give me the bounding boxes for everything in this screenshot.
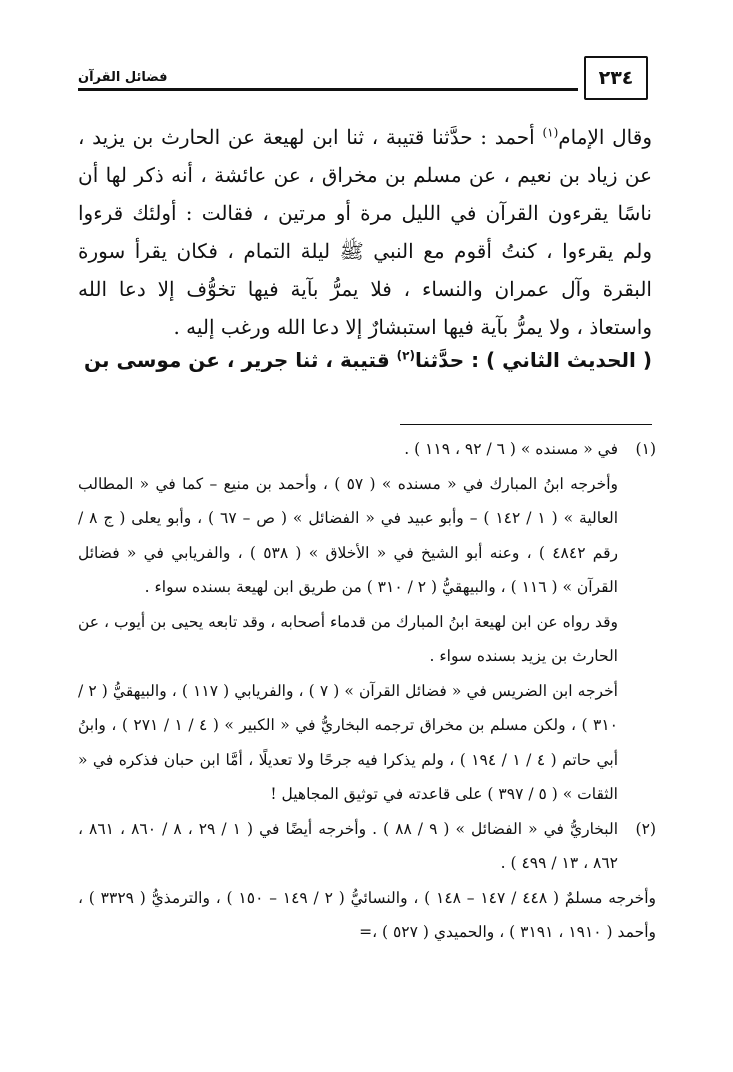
footnote-line: أخرجه ابن الضريس في « فضائل القرآن » ( ٧ ) ، والفريابي ( ١١٧ ) ، والبيهقيُّ ( ٢ / ٣١٠ ) ، ولكن مسلم بن مخراق ترجمه البخاريُّ في « الكبير » ( ٤ / ١ / ٢٧١ ) ، وابنُ أبي حاتم ( ٤ / ١ / ١٩٤ ) ، ولم يذكرا فيه جرحًا ولا تعديلًا ، أمَّا ابن حبان فذكره في « الثقات » ( ٥ / ٣٩٧ ) على قاعدته في توثيق المجاهيل ! [78,681,619,803]
footnote-line: وقد رواه عن ابن لهيعة ابنُ المبارك من قدماء أصحابه ، وقد تابعه يحيى بن أيوب ، عن الحارث بن يزيد بسنده سواء . [78,612,618,665]
footnote-line: في « مسنده » ( ٦ / ٩٢ ، ١١٩ ) . [404,440,618,458]
footnote-line: وأخرجه ابنُ المبارك في « مسنده » ( ٥٧ ) ، وأحمد بن منيع – كما في « المطالب العالية » ( ١ / ١٤٢ ) – وأبو عبيد في « الفضائل » ( ص – ٦٧ ) ، وأبو يعلى ( ج ٨ / رقم ٤٨٤٢ ) ، وعنه أبو الشيخ في « الأخلاق » ( ٥٣٨ ) ، والفريابي في « فضائل القرآن » ( ١١٦ ) ، والبيهقيُّ ( ٢ / ٣١٠ ) من طريق ابن لهيعة بسنده سواء . [78,474,619,596]
footnote-line: البخاريُّ في « الفضائل » ( ٩ / ٨٨ ) . وأخرجه أيضًا في ( ١ / ٢٩ ، ٨ / ٨٦٠ ، ٨٦١ ، ٨٦٢ ، ١٣ / ٤٩٩ ) . [78,819,619,872]
footnote-2 [78,812,656,881]
footnote-1-number: (١) [635,440,656,458]
footnotes [78,432,656,950]
page-number: ٢٣٤ [584,56,648,100]
hadith-2-chain: قتيبة ، ثنا جرير ، عن موسى بن [84,348,397,372]
footnote-2-body [78,812,618,881]
header-rule [78,88,578,91]
footnote-ref-2: (٢) [396,348,415,363]
paragraph-1 [78,118,652,346]
footnote-1-body [78,432,618,812]
footnote-continuation [78,881,656,950]
paragraph-1-text: أحمد : حدَّثنا قتيبة ، ثنا ابن لهيعة عن الحارث بن يزيد ، عن زياد بن نعيم ، عن مسلم بن مخراق ، عن عائشة ، أنه ذكر لها أن ناسًا يقرءون القرآن في الليل مرة أو مرتين ، فقالت : أولئك قرءوا ولم يقرءوا ، كنتُ أقوم مع النبي ﷺ ليلة التمام ، فكان يقرأ سورة البقرة وآل عمران والنساء ، فلا يمرُّ بآية فيها تخوُّف إلا دعا الله واستعاذ ، ولا يمرُّ بآية فيها استبشارٌ إلا دعا الله ورغب إليه . [78,125,652,339]
footnote-line: وأخرجه مسلمٌ ( ٤٤٨ / ١٤٧ – ١٤٨ ) ، والنسائيُّ ( ٢ / ١٤٩ – ١٥٠ ) ، والترمذيُّ ( ٣٣٢٩ ) ، وأحمد ( ١٩١٠ ، ٣١٩١ ) ، والحميدي ( ٥٢٧ ) ،= [78,888,657,941]
hadith-2-heading [78,340,652,380]
main-text [78,118,652,346]
footnote-separator [400,424,652,425]
footnote-ref-1: (١) [542,125,559,140]
running-head-title: فضائل القرآن [78,70,168,85]
footnote-2-number: (٢) [635,819,656,838]
page-header [78,56,648,118]
hadith-2-label: ( الحديث الثاني ) : حدَّثنا [414,348,652,372]
footnote-1 [78,432,656,812]
paragraph-1-start: وقال الإمام [558,125,652,149]
